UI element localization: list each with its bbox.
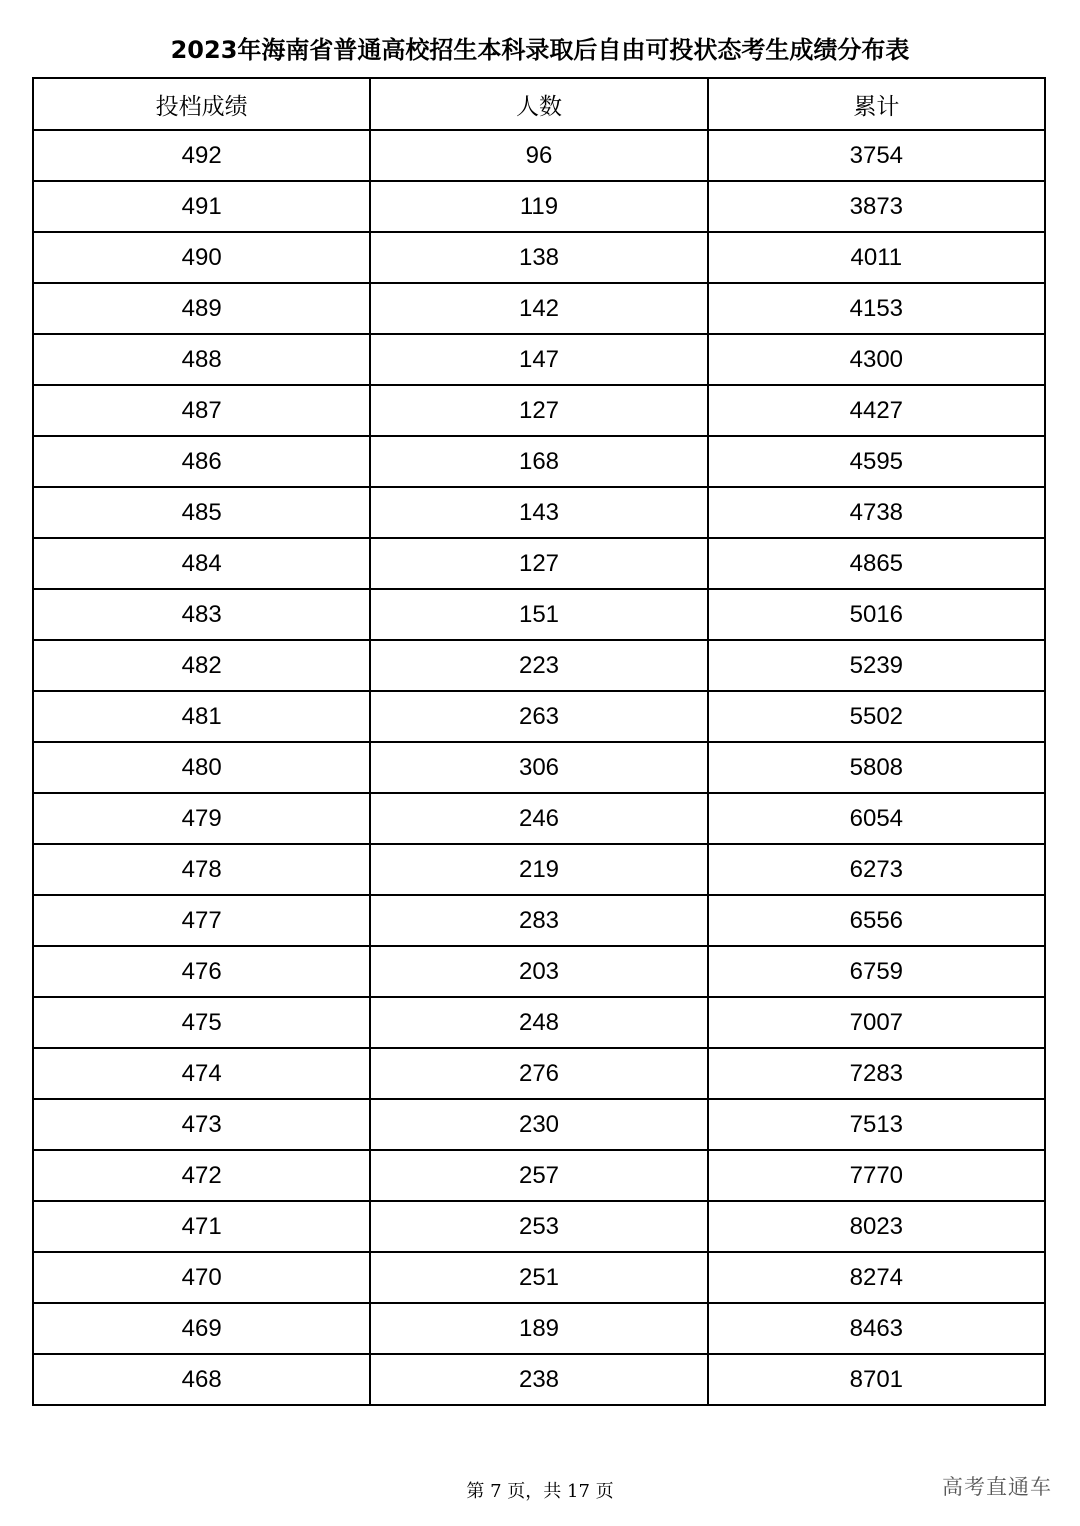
cell-count: 223 [370,640,707,691]
cell-cumulative: 4595 [708,436,1045,487]
watermark-text: 高考直通车 [942,1475,1052,1499]
table-row [33,181,1045,232]
table-row [33,385,1045,436]
cell-cumulative: 6273 [708,844,1045,895]
cell-count: 283 [370,895,707,946]
cell-count: 219 [370,844,707,895]
cell-score: 480 [33,742,370,793]
cell-count: 127 [370,385,707,436]
cell-cumulative: 5502 [708,691,1045,742]
cell-count: 143 [370,487,707,538]
cell-score: 473 [33,1099,370,1150]
table-row [33,232,1045,283]
cell-cumulative: 8701 [708,1354,1045,1405]
page-number: 第 7 页，共 17 页 [466,1481,614,1502]
header-cumulative: 累计 [708,78,1045,130]
cell-count: 147 [370,334,707,385]
cell-cumulative: 4427 [708,385,1045,436]
cell-score: 474 [33,1048,370,1099]
cell-cumulative: 6556 [708,895,1045,946]
header-count: 人数 [370,78,707,130]
cell-cumulative: 6759 [708,946,1045,997]
cell-cumulative: 6054 [708,793,1045,844]
cell-score: 470 [33,1252,370,1303]
table-row [33,436,1045,487]
cell-score: 486 [33,436,370,487]
cell-cumulative: 8274 [708,1252,1045,1303]
cell-count: 230 [370,1099,707,1150]
cell-cumulative: 7513 [708,1099,1045,1150]
cell-count: 263 [370,691,707,742]
cell-count: 138 [370,232,707,283]
table-row [33,487,1045,538]
table-header-row [33,78,1045,130]
cell-count: 248 [370,997,707,1048]
table-row [33,538,1045,589]
table-row [33,1150,1045,1201]
cell-score: 468 [33,1354,370,1405]
cell-count: 251 [370,1252,707,1303]
cell-score: 487 [33,385,370,436]
cell-cumulative: 5016 [708,589,1045,640]
cell-score: 484 [33,538,370,589]
cell-count: 119 [370,181,707,232]
table-body [33,130,1045,1405]
cell-score: 491 [33,181,370,232]
cell-cumulative: 4300 [708,334,1045,385]
cell-score: 477 [33,895,370,946]
table-row [33,793,1045,844]
cell-cumulative: 7283 [708,1048,1045,1099]
page-title: 2023年海南省普通高校招生本科录取后自由可投状态考生成绩分布表 [170,36,910,64]
table-row [33,844,1045,895]
cell-score: 488 [33,334,370,385]
cell-score: 472 [33,1150,370,1201]
header-score: 投档成绩 [33,78,370,130]
cell-count: 253 [370,1201,707,1252]
cell-cumulative: 3873 [708,181,1045,232]
table-row [33,283,1045,334]
cell-cumulative: 7770 [708,1150,1045,1201]
cell-cumulative: 5808 [708,742,1045,793]
table-row [33,1354,1045,1405]
score-distribution-table [32,77,1046,1406]
cell-cumulative: 3754 [708,130,1045,181]
cell-count: 257 [370,1150,707,1201]
table-row [33,640,1045,691]
cell-score: 469 [33,1303,370,1354]
table-row [33,1252,1045,1303]
cell-cumulative: 5239 [708,640,1045,691]
cell-score: 479 [33,793,370,844]
cell-count: 168 [370,436,707,487]
cell-score: 482 [33,640,370,691]
cell-cumulative: 4011 [708,232,1045,283]
cell-score: 492 [33,130,370,181]
cell-score: 476 [33,946,370,997]
table-row [33,1201,1045,1252]
cell-count: 238 [370,1354,707,1405]
cell-count: 127 [370,538,707,589]
cell-score: 490 [33,232,370,283]
cell-score: 475 [33,997,370,1048]
cell-count: 276 [370,1048,707,1099]
cell-cumulative: 4865 [708,538,1045,589]
cell-count: 189 [370,1303,707,1354]
table-row [33,997,1045,1048]
cell-score: 489 [33,283,370,334]
cell-score: 485 [33,487,370,538]
cell-cumulative: 8023 [708,1201,1045,1252]
cell-count: 306 [370,742,707,793]
table-row [33,946,1045,997]
table-row [33,895,1045,946]
table-row [33,334,1045,385]
cell-count: 96 [370,130,707,181]
cell-cumulative: 7007 [708,997,1045,1048]
cell-count: 151 [370,589,707,640]
table-row [33,589,1045,640]
cell-cumulative: 8463 [708,1303,1045,1354]
cell-count: 246 [370,793,707,844]
cell-score: 483 [33,589,370,640]
table-row [33,130,1045,181]
table-row [33,742,1045,793]
cell-cumulative: 4738 [708,487,1045,538]
cell-count: 142 [370,283,707,334]
table-row [33,1099,1045,1150]
table-row [33,1048,1045,1099]
cell-score: 481 [33,691,370,742]
cell-score: 478 [33,844,370,895]
cell-count: 203 [370,946,707,997]
table-row [33,691,1045,742]
table-row [33,1303,1045,1354]
cell-cumulative: 4153 [708,283,1045,334]
cell-score: 471 [33,1201,370,1252]
